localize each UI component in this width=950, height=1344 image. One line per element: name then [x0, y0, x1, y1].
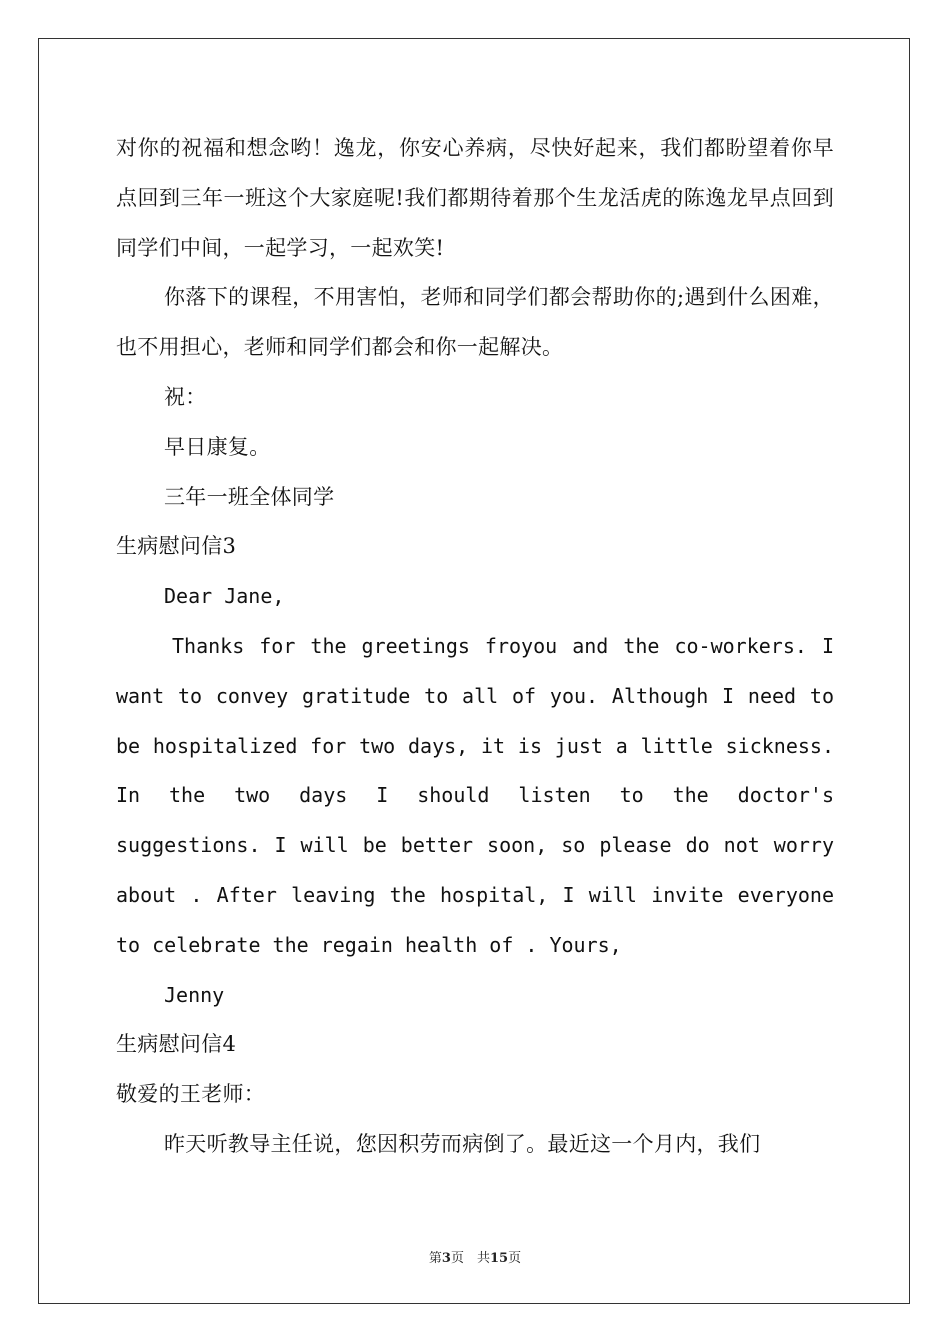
page-footer — [0, 1247, 950, 1266]
signature-class: 三年一班全体同学 — [164, 484, 335, 509]
letter-body-start: 昨天听教导主任说，您因积劳而病倒了。最近这一个月内，我们 — [164, 1131, 761, 1156]
letter-salutation: 敬爱的王老师： — [116, 1082, 266, 1107]
paragraph-blessing: 对你的祝福和想念哟！逸龙，你安心养病，尽快好起来，我们都盼望着你早点回到三年一班这个大家庭呢!我们都期待着那个生龙活虎的陈逸龙早点回到同学们中间，一起学习，一起欢笑! — [116, 136, 834, 260]
footer-suffix: 页 — [508, 1251, 522, 1266]
footer-page-number: 3 — [441, 1251, 451, 1266]
closing-wish: 早日康复。 — [164, 434, 271, 459]
footer-total-pages: 15 — [489, 1251, 509, 1266]
section-heading-4: 生病慰问信4 — [116, 1032, 237, 1057]
footer-mid: 页 共 — [450, 1251, 490, 1266]
closing-wish-label: 祝： — [164, 384, 207, 409]
english-salutation: Dear Jane, — [164, 584, 285, 609]
english-body: Thanks for the greetings froyou and the co-workers. I want to convey gratitude to all of you. Although I need to be hospitalized for two days, it is just a little sickness. In the two days I should listen to the doctor's suggestions. I will be better soon, so please do not worry about . After leaving the hospital, I will invite everyone to celebrate the regain health of . Yours, — [116, 633, 834, 957]
document-body — [116, 124, 834, 1170]
footer-prefix: 第 — [428, 1251, 442, 1266]
english-signature: Jenny — [164, 982, 225, 1007]
paragraph-lessons: 你落下的课程，不用害怕，老师和同学们都会帮助你的;遇到什么困难，也不用担心，老师和同学们都会和你一起解决。 — [116, 285, 834, 360]
section-heading-3: 生病慰问信3 — [116, 534, 237, 559]
